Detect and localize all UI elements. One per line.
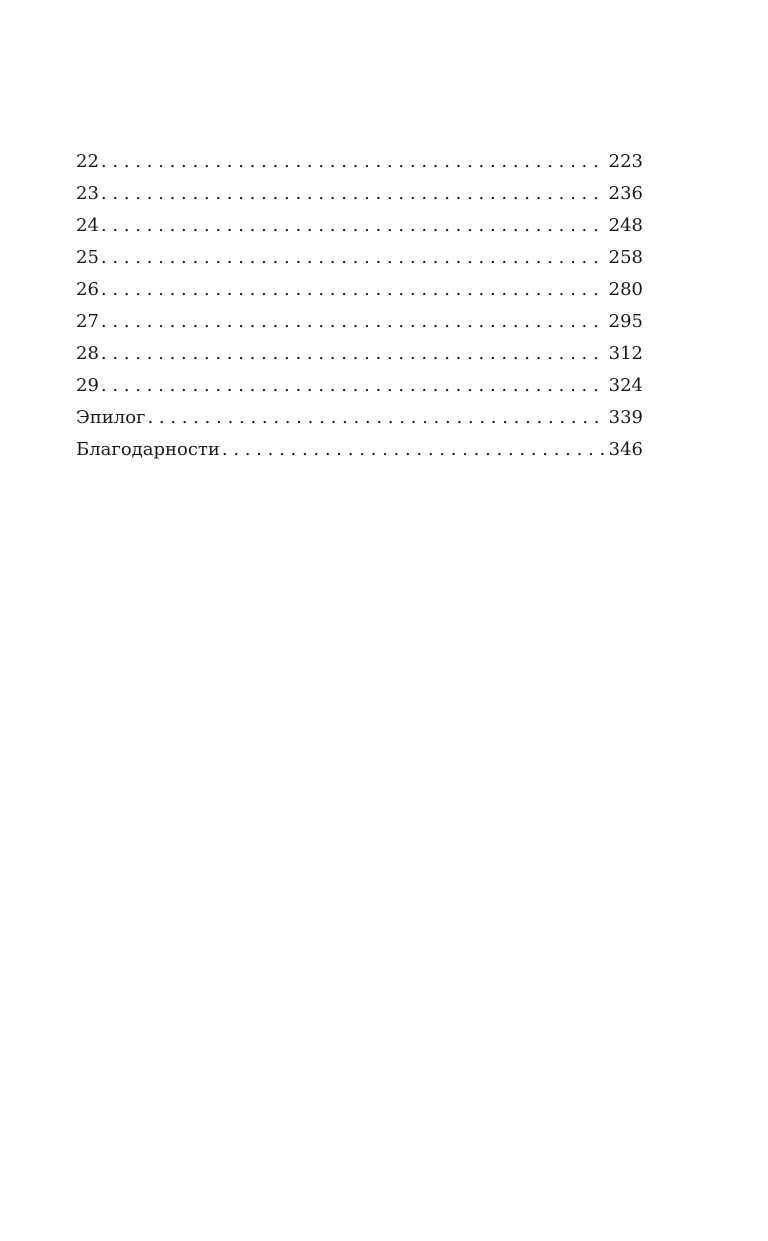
toc-entry: [76, 402, 643, 434]
toc-entry: [76, 434, 643, 466]
toc-entry: [76, 178, 643, 210]
dot-leader: [101, 306, 605, 338]
dot-leader: [101, 146, 605, 178]
toc-entry-label: Благодарности: [76, 439, 220, 460]
dot-leader: [147, 402, 604, 434]
toc-entry-page: 295: [608, 311, 643, 332]
dot-leader: [101, 370, 605, 402]
toc-entry: [76, 242, 643, 274]
toc-entry-page: 324: [608, 375, 643, 396]
toc-entry-page: 258: [608, 247, 643, 268]
toc-entry-label: 29: [76, 375, 99, 396]
toc-entry: [76, 146, 643, 178]
toc-entry-label: 25: [76, 247, 99, 268]
toc-entry-label: 26: [76, 279, 99, 300]
dot-leader: [101, 210, 605, 242]
toc-entry: [76, 370, 643, 402]
toc-entry-page: 339: [608, 407, 643, 428]
toc-entry-page: 346: [608, 439, 643, 460]
toc-entry-page: 280: [608, 279, 643, 300]
dot-leader: [222, 434, 605, 466]
toc-entry-page: 223: [608, 151, 643, 172]
toc-entry-page: 312: [608, 343, 643, 364]
toc-entry: [76, 210, 643, 242]
toc-entry-label: Эпилог: [76, 407, 146, 428]
toc-entry-page: 236: [608, 183, 643, 204]
toc-entry: [76, 306, 643, 338]
table-of-contents: [76, 146, 643, 466]
toc-entry-label: 27: [76, 311, 99, 332]
dot-leader: [101, 274, 605, 306]
toc-entry-page: 248: [608, 215, 643, 236]
toc-entry-label: 22: [76, 151, 99, 172]
toc-entry-label: 28: [76, 343, 99, 364]
toc-entry: [76, 338, 643, 370]
dot-leader: [101, 338, 605, 370]
toc-entry: [76, 274, 643, 306]
dot-leader: [101, 242, 605, 274]
toc-entry-label: 24: [76, 215, 99, 236]
toc-entry-label: 23: [76, 183, 99, 204]
dot-leader: [101, 178, 605, 210]
